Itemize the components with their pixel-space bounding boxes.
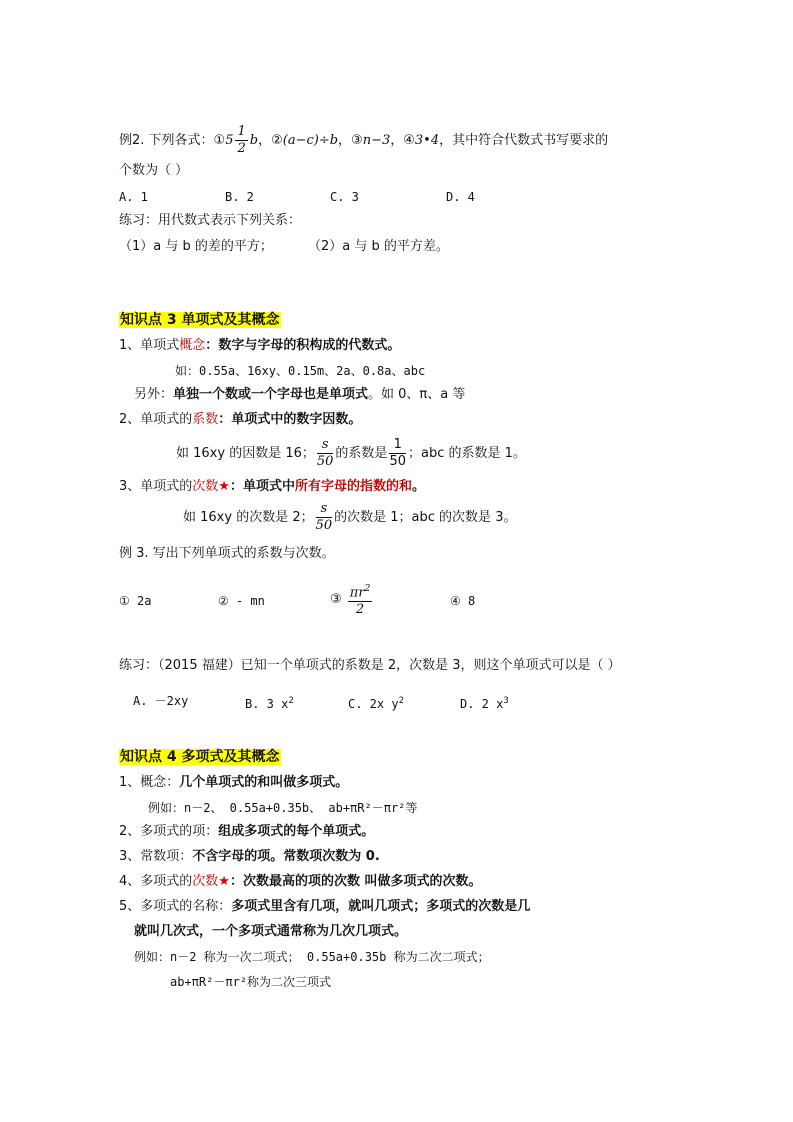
kp3-line3: 3、单项式的次数★：单项式中所有字母的指数的和。 [119,479,426,494]
kp3-line2: 2、单项式的系数：单项式中的数字因数。 [119,412,362,427]
kp4-heading: 知识点 4 多项式及其概念 [120,749,280,765]
practice-2-option-a: A. －2xy [133,694,189,708]
kp4-line3: 3、常数项：不含字母的项。常数项次数为 0. [119,849,380,864]
option-d: D. 4 [446,190,475,204]
kp4-line2: 2、多项式的项：组成多项式的每个单项式。 [119,824,375,839]
fraction-s-50: $\frac{s}{50}$ [316,437,334,469]
example-2-prefix: 例2. 下列各式：① [119,133,226,148]
expr-2: (a−c)÷b [282,133,339,148]
fraction-1-50: $\frac{1}{50}$ [389,437,406,469]
practice-1-q2: （2）a 与 b 的平方差。 [308,239,449,254]
expr-3: n−3 [362,133,391,148]
example-2-line1: 例2. 下列各式：①5 $\frac{1}{2}$ b，②(a−c)÷b，③n−3，④3•4，其中符合代数式书写要求的 [119,124,609,156]
practice-2-option-d: D. 2 $x^3$ [460,696,509,711]
option-c: C. 3 [330,190,359,204]
practice-1-title: 练习：用代数式表示下列关系： [119,213,302,228]
kp4-line5-example2: ab+πR²－πr²称为二次三项式 [170,975,332,989]
kp4-line1-example: 例如：n－2、 0.55a+0.35b、 ab+πR²－πr²等 [148,801,418,815]
star-icon: ★ [218,874,230,889]
kp4-line5-example1: 例如：n－2 称为一次二项式； 0.55a+0.35b 称为二次二项式； [134,950,490,964]
fraction-s-50-degree: $\frac{s}{50}$ [315,501,333,533]
example-3-item3: ③ $\frac{\pi r^2}{2}$ [330,578,374,622]
kp4-line1: 1、概念：几个单项式的和叫做多项式。 [119,775,349,790]
example-2-line2: 个数为（ ） [119,163,189,178]
kp3-line2-example: 如 16xy 的因数是 16； $\frac{s}{50}$ 的系数是 $\frac{1}{50}$ ；abc 的系数是 1。 [176,437,526,469]
kp4-line5-cont: 就叫几次式，一个多项式通常称为几次几项式。 [134,924,408,939]
practice-1-q1: （1）a 与 b 的差的平方； [119,239,273,254]
example-3-title: 例 3. 写出下列单项式的系数与次数。 [119,546,335,561]
kp3-line1-example: 如：0.55a、16xy、0.15m、2a、0.8a、abc [175,364,426,378]
kp3-line1: 1、单项式概念：数字与字母的积构成的代数式。 [119,338,401,353]
fraction-pi-r2-over-2: $\frac{\pi r^2}{2}$ [348,581,373,618]
option-b: B. 2 [225,190,254,204]
kp4-line5: 5、多项式的名称：多项式里含有几项，就叫几项式；多项式的次数是几 [119,899,531,914]
expr-4: 3•4 [414,133,440,148]
example-3-item2: ② - mn [218,594,265,608]
practice-2-title: 练习：（2015 福建）已知一个单项式的系数是 2，次数是 3，则这个单项式可以是（ ） [119,658,621,673]
practice-2-option-b: B. 3 $x^2$ [245,696,294,711]
example-3-item1: ① 2a [119,594,152,608]
example-3-item4: ④ 8 [450,594,476,608]
kp3-line3-example: 如 16xy 的次数是 2； $\frac{s}{50}$ 的次数是 1；abc 的次数是 3。 [183,501,517,533]
expr-1: 5 $\frac{1}{2}$ b [225,124,259,156]
kp3-also: 另外：单独一个数或一个字母也是单项式。如 0、π、a 等 [134,387,466,402]
star-icon: ★ [218,479,230,494]
kp4-line4: 4、多项式的次数★：次数最高的项的次数 叫做多项式的次数。 [119,874,482,889]
kp3-heading: 知识点 3 单项式及其概念 [120,312,280,328]
practice-2-option-c: C. 2x $y^2$ [348,696,404,711]
option-a: A. 1 [119,190,148,204]
expr-1-fraction: $\frac{1}{2}$ [237,124,246,156]
